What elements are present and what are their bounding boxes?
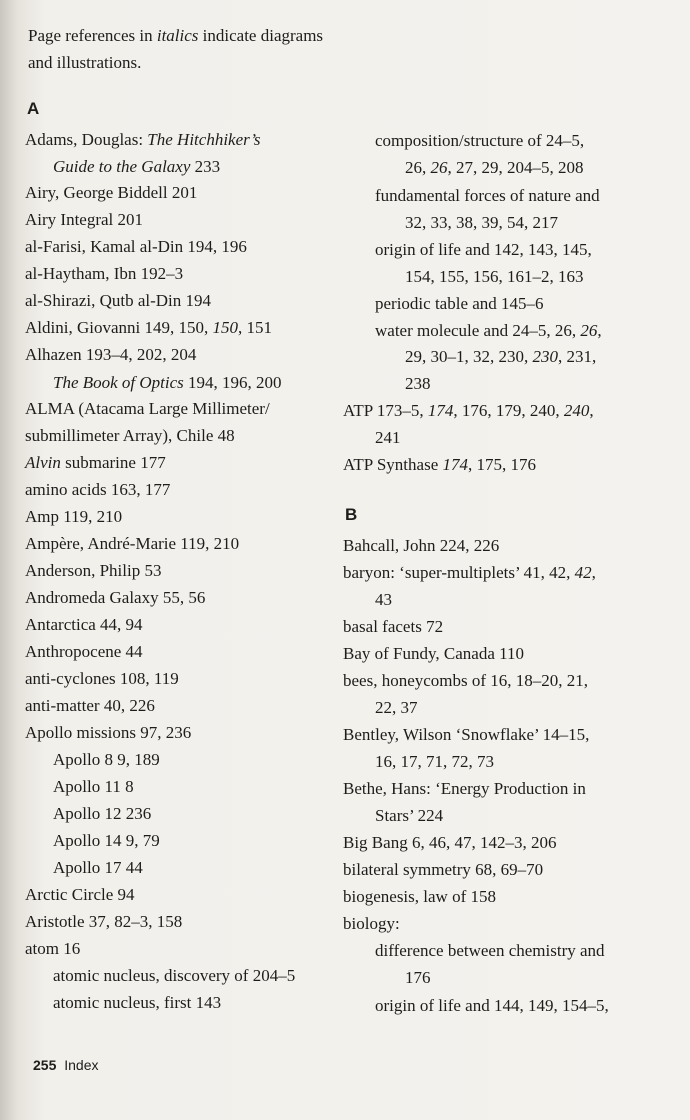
entry-text: Apollo 12 236 <box>53 804 152 823</box>
index-entry-line <box>25 425 235 447</box>
entry-text: 238 <box>405 374 431 393</box>
entry-text: 32, 33, 38, 39, 54, 217 <box>405 213 558 232</box>
entry-text: , <box>591 563 596 582</box>
entry-text: difference between chemistry and <box>375 941 605 960</box>
italic-page-ref: 26 <box>430 158 448 177</box>
entry-text: ATP 173–5, <box>343 401 428 420</box>
entry-text: submillimeter Array), Chile 48 <box>25 426 235 445</box>
entry-text: Anderson, Philip 53 <box>25 561 162 580</box>
index-entry-line <box>375 751 494 773</box>
entry-text: Anthropocene 44 <box>25 642 143 661</box>
entry-text: 29, 30–1, 32, 230, <box>405 347 533 366</box>
entry-text: Apollo missions 97, 236 <box>25 723 192 742</box>
index-entry-line <box>375 589 392 611</box>
index-entry-line <box>343 616 443 638</box>
entry-text: Bentley, Wilson ‘Snowflake’ 14–15, <box>343 725 590 744</box>
italic-page-ref: 174 <box>442 455 468 474</box>
index-entry-line <box>375 805 443 827</box>
entry-text: 154, 155, 156, 161–2, 163 <box>405 267 584 286</box>
entry-text: al-Shirazi, Qutb al-Din 194 <box>25 291 212 310</box>
index-entry-line <box>343 913 400 935</box>
italic-page-ref: 150 <box>212 318 238 337</box>
entry-text: origin of life and 142, 143, 145, <box>375 240 592 259</box>
index-entry-line <box>375 427 401 449</box>
entry-text: , 175, 176 <box>468 455 536 474</box>
index-entry-line <box>343 832 556 854</box>
section-letter-a: A <box>27 99 40 118</box>
index-entry-line <box>25 236 247 258</box>
index-entry-line <box>25 560 161 582</box>
index-entry-line <box>25 533 239 555</box>
index-entry-line <box>25 479 170 501</box>
index-entry-line <box>405 967 431 989</box>
index-entry-line <box>375 320 602 342</box>
entry-text: ATP Synthase <box>343 455 443 474</box>
index-entry-line <box>375 130 584 152</box>
index-entry-line <box>53 372 282 394</box>
entry-text: , 151 <box>237 318 272 337</box>
intro-suffix: indicate diagrams and illustrations. <box>28 26 324 72</box>
index-entry-line <box>343 562 596 584</box>
entry-text: Alhazen 193–4, 202, 204 <box>25 345 197 364</box>
index-entry-line <box>25 398 270 420</box>
entry-text: Bethe, Hans: ‘Energy Production in <box>343 779 586 798</box>
index-entry-line <box>25 344 196 366</box>
index-entry-line <box>405 266 584 288</box>
intro-italic-word: italics <box>156 26 199 45</box>
index-entry-line <box>405 212 558 234</box>
entry-text: atomic nucleus, discovery of 204–5 <box>53 966 296 985</box>
index-entry-line <box>25 911 182 933</box>
index-entry-line <box>343 886 496 908</box>
italic-page-ref: Alvin <box>25 453 61 472</box>
entry-text: Aristotle 37, 82–3, 158 <box>25 912 183 931</box>
entry-text: Bay of Fundy, Canada 110 <box>343 644 524 663</box>
index-entry-line <box>53 749 160 771</box>
entry-text: Bahcall, John 224, 226 <box>343 536 500 555</box>
index-entry-line <box>53 857 143 879</box>
index-entry-line <box>343 454 536 476</box>
entry-text: Big Bang 6, 46, 47, 142–3, 206 <box>343 833 557 852</box>
entry-text: , 176, 179, 240, <box>453 401 564 420</box>
index-entry-line <box>343 859 543 881</box>
entry-text: 43 <box>375 590 392 609</box>
index-entry-line <box>405 346 596 368</box>
page-footer <box>33 1055 99 1075</box>
entry-text: atomic nucleus, first 143 <box>53 993 222 1012</box>
entry-text: Amp 119, 210 <box>25 507 123 526</box>
index-entry-line <box>53 156 220 178</box>
page-number: 255 <box>33 1057 57 1073</box>
index-entry-line <box>343 724 589 746</box>
index-entry-line <box>25 614 143 636</box>
entry-text: periodic table and 145–6 <box>375 294 544 313</box>
entry-text: Airy Integral 201 <box>25 210 144 229</box>
entry-text: , 27, 29, 204–5, 208 <box>447 158 584 177</box>
intro-prefix: Page references in <box>28 26 157 45</box>
entry-text: , 231, <box>558 347 597 366</box>
entry-text: Arctic Circle 94 <box>25 885 135 904</box>
italic-page-ref: 42 <box>574 563 592 582</box>
index-entry-line <box>25 263 183 285</box>
entry-text: al-Farisi, Kamal al-Din 194, 196 <box>25 237 247 256</box>
entry-text: atom 16 <box>25 939 81 958</box>
italic-page-ref: 174 <box>427 401 454 420</box>
index-entry-line <box>405 373 431 395</box>
entry-text: Aldini, Giovanni 149, 150, <box>25 318 213 337</box>
entry-text: Apollo 14 9, 79 <box>53 831 160 850</box>
italic-page-ref: 230 <box>532 347 558 366</box>
index-entry-line <box>25 884 135 906</box>
entry-text: Adams, Douglas: <box>25 130 148 149</box>
index-entry-line <box>343 535 499 557</box>
index-entry-line <box>375 239 592 261</box>
entry-text: bees, honeycombs of 16, 18–20, 21, <box>343 671 589 690</box>
index-entry-line <box>375 185 600 207</box>
index-entry-line <box>25 182 197 204</box>
italic-page-ref: Guide to the Galaxy <box>53 157 191 176</box>
entry-text: Antarctica 44, 94 <box>25 615 143 634</box>
entry-text: Stars’ 224 <box>375 806 444 825</box>
index-entry-line <box>25 129 260 151</box>
entry-text: Apollo 8 9, 189 <box>53 750 160 769</box>
entry-text: biology: <box>343 914 400 933</box>
italic-page-ref: The Book of Optics <box>53 373 184 392</box>
entry-text: ALMA (Atacama Large Millimeter/ <box>25 399 270 418</box>
index-entry-line <box>25 641 143 663</box>
entry-text: fundamental forces of nature and <box>375 186 600 205</box>
entry-text: biogenesis, law of 158 <box>343 887 496 906</box>
entry-text: bilateral symmetry 68, 69–70 <box>343 860 544 879</box>
index-entry-line <box>53 776 134 798</box>
index-entry-line <box>343 643 524 665</box>
entry-text: amino acids 163, 177 <box>25 480 171 499</box>
entry-text: anti-cyclones 108, 119 <box>25 669 179 688</box>
index-entry-line <box>25 506 122 528</box>
entry-text: 22, 37 <box>375 698 418 717</box>
section-name: Index <box>64 1057 99 1073</box>
entry-text: Airy, George Biddell 201 <box>25 183 198 202</box>
index-entry-line <box>53 965 295 987</box>
index-entry-line <box>343 778 586 800</box>
italic-page-ref: The Hitchhiker’s <box>147 130 261 149</box>
entry-text: 233 <box>190 157 221 176</box>
index-entry-line <box>25 695 155 717</box>
index-entry-line <box>53 992 221 1014</box>
index-entry-line <box>25 317 272 339</box>
index-entry-line <box>405 157 584 179</box>
entry-text: 26, <box>405 158 431 177</box>
index-entry-line <box>25 290 211 312</box>
index-entry-line <box>375 940 605 962</box>
entry-text: Ampère, André-Marie 119, 210 <box>25 534 240 553</box>
index-entry-line <box>375 697 418 719</box>
entry-text: water molecule and 24–5, 26, <box>375 321 581 340</box>
entry-text: 176 <box>405 968 431 987</box>
index-entry-line <box>25 452 166 474</box>
entry-text: 241 <box>375 428 401 447</box>
section-letter-b: B <box>345 505 358 524</box>
index-entry-line <box>25 209 143 231</box>
entry-text: basal facets 72 <box>343 617 444 636</box>
index-entry-line <box>25 587 205 609</box>
entry-text: baryon: ‘super-multiplets’ 41, 42, <box>343 563 575 582</box>
entry-text: origin of life and 144, 149, 154–5, <box>375 996 609 1015</box>
entry-text: composition/structure of 24–5, <box>375 131 585 150</box>
index-entry-line <box>375 995 609 1017</box>
entry-text: , <box>589 401 594 420</box>
entry-text: Apollo 11 8 <box>53 777 134 796</box>
index-entry-line <box>25 722 191 744</box>
index-entry-line <box>25 668 179 690</box>
index-entry-line <box>53 830 160 852</box>
entry-text: al-Haytham, Ibn 192–3 <box>25 264 184 283</box>
entry-text: , <box>597 321 602 340</box>
entry-text: 16, 17, 71, 72, 73 <box>375 752 494 771</box>
entry-text: Apollo 17 44 <box>53 858 143 877</box>
index-entry-line <box>53 803 151 825</box>
index-entry-line <box>343 400 594 422</box>
entry-text: anti-matter 40, 226 <box>25 696 155 715</box>
entry-text: submarine 177 <box>60 453 166 472</box>
entry-text: Andromeda Galaxy 55, 56 <box>25 588 206 607</box>
index-entry-line <box>375 293 544 315</box>
index-entry-line <box>25 938 80 960</box>
intro-note <box>28 22 328 76</box>
italic-page-ref: 26 <box>580 321 598 340</box>
index-entry-line <box>343 670 588 692</box>
entry-text: 194, 196, 200 <box>183 373 282 392</box>
italic-page-ref: 240 <box>563 401 590 420</box>
